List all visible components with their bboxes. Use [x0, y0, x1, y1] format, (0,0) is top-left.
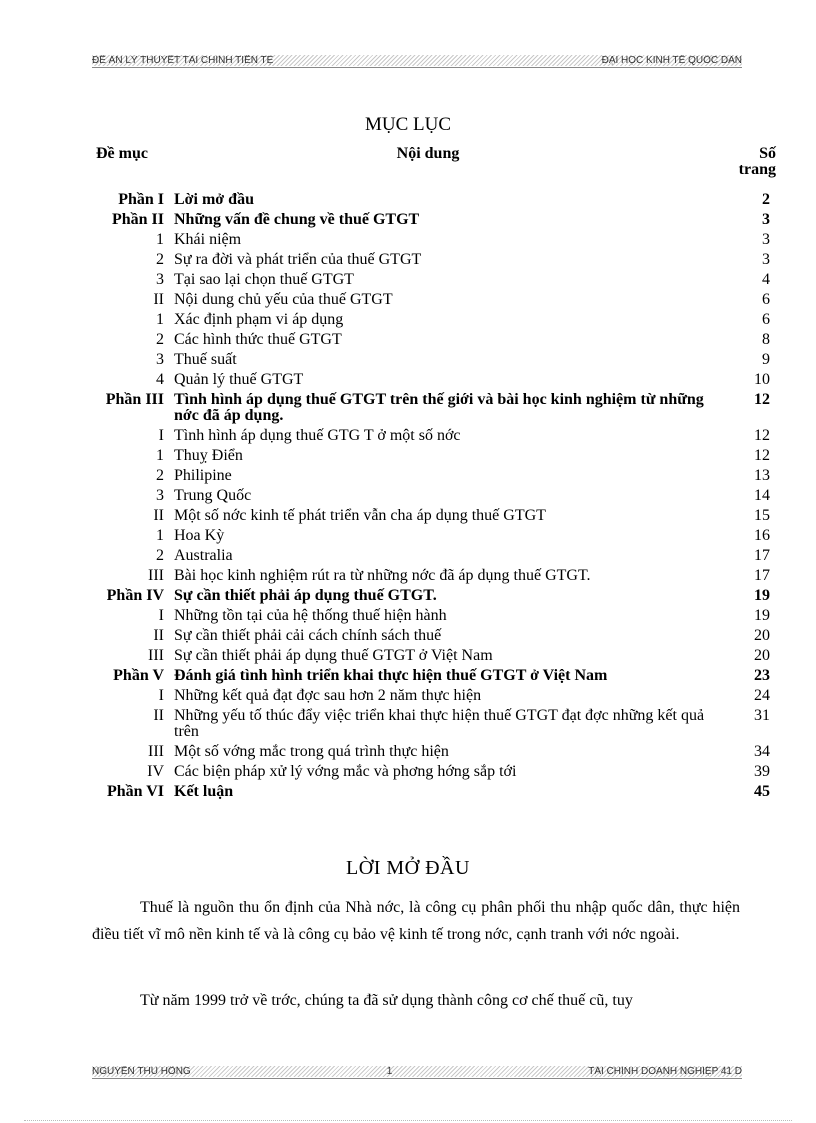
toc-entry-text: Xác định phạm vi áp dụng	[174, 311, 344, 328]
toc-entry-text: Một số vớng mắc trong quá trình thực hiện	[174, 743, 449, 760]
header-left: ĐỀ ÁN LÝ THUYẾT TÀI CHÍNH TIỀN TỆ	[92, 55, 274, 66]
toc-entry-text: Bài học kinh nghiệm rút ra từ những nớc đã áp dụng thuế GTGT.	[174, 567, 591, 584]
toc-entry-text: Lời mở đầu	[174, 191, 254, 208]
toc-row	[90, 646, 782, 666]
toc-row	[90, 370, 782, 390]
toc-row	[90, 546, 782, 566]
toc-section-number: 2	[156, 467, 164, 484]
toc-row	[90, 706, 782, 742]
toc-section-number: III	[148, 647, 164, 664]
toc-section-number: 4	[156, 371, 164, 388]
toc-page-number: 6	[762, 311, 770, 328]
toc-row	[90, 566, 782, 586]
toc-body	[90, 190, 782, 802]
toc-col-content: Nội dung	[396, 145, 460, 162]
page-header	[92, 55, 742, 66]
toc-page-number: 34	[754, 743, 770, 760]
toc-row	[90, 390, 782, 426]
toc-section-number: 2	[156, 331, 164, 348]
toc-section-number: 1	[156, 311, 164, 328]
header-right: ĐẠI HỌC KINH TẾ QUỐC DÂN	[601, 55, 742, 66]
toc-section-number: II	[153, 507, 164, 524]
toc-entry-text: Những tồn tại của hệ thống thuế hiện hành	[174, 607, 447, 624]
toc-entry-text: Các hình thức thuế GTGT	[174, 331, 342, 348]
toc-entry-text: Thuế suất	[174, 351, 237, 368]
toc-entry-text: Hoa Kỳ	[174, 527, 225, 544]
toc-page-number: 31	[754, 707, 770, 724]
toc-page-number: 12	[754, 427, 770, 444]
toc-row	[90, 742, 782, 762]
toc-page-number: 15	[754, 507, 770, 524]
toc-row	[90, 330, 782, 350]
toc-page-number: 17	[754, 567, 770, 584]
toc-section-number: 3	[156, 271, 164, 288]
toc-section-number: Phần II	[111, 211, 164, 228]
toc-row	[90, 666, 782, 686]
toc-row	[90, 486, 782, 506]
toc-row	[90, 586, 782, 606]
toc-entry-text: Tại sao lại chọn thuế GTGT	[174, 271, 354, 288]
toc-row	[90, 230, 782, 250]
toc-row	[90, 250, 782, 270]
toc-entry-text: Nội dung chủ yếu của thuế GTGT	[174, 291, 393, 308]
toc-page-number: 23	[754, 667, 770, 684]
toc-row	[90, 466, 782, 486]
toc-section-number: Phần IV	[106, 587, 164, 604]
toc-entry-text: Sự cần thiết phải cải cách chính sách thuế	[174, 627, 442, 644]
toc-header-row	[90, 146, 782, 190]
toc-section-number: II	[153, 627, 164, 644]
page-edge	[24, 1120, 792, 1121]
toc-page-number: 12	[754, 447, 770, 464]
toc-section-number: Phần I	[118, 191, 164, 208]
toc-entry-text: Sự ra đời và phát triển của thuế GTGT	[174, 251, 422, 268]
toc-page-number: 3	[762, 251, 770, 268]
intro-paragraph-1: Thuế là nguồn thu ổn định của Nhà nớc, là công cụ phân phối thu nhập quốc dân, thực hiện điều tiết vĩ mô nền kinh tế và là công cụ bảo vệ kinh tế trong nớc, cạnh tranh với nớc ngoài.	[92, 899, 740, 943]
toc-page-number: 17	[754, 547, 770, 564]
toc-page-number: 2	[762, 191, 770, 208]
toc-row	[90, 270, 782, 290]
page-footer	[92, 1066, 742, 1077]
toc-page-number: 39	[754, 763, 770, 780]
toc-page-number: 8	[762, 331, 770, 348]
toc-section-number: Phần III	[105, 391, 164, 408]
toc-entry-text: Kết luận	[174, 783, 234, 800]
toc-entry-text: Thuỵ Điển	[174, 447, 243, 464]
toc-entry-text: Tình hình áp dụng thuế GTGT trên thế giới và bài học kinh nghiệm từ những nớc đã áp dụng.	[174, 391, 704, 424]
toc-section-number: 2	[156, 251, 164, 268]
toc-section-number: III	[148, 567, 164, 584]
toc-entry-text: Đánh giá tình hình triển khai thực hiện thuế GTGT ở Việt Nam	[174, 667, 608, 684]
toc-entry-text: Tình hình áp dụng thuế GTG T ở một số nớc	[174, 427, 461, 444]
toc-page-number: 4	[762, 271, 770, 288]
toc-entry-text: Trung Quốc	[174, 487, 252, 504]
table-of-contents	[90, 146, 782, 802]
toc-entry-text: Philipine	[174, 467, 232, 484]
toc-page-number: 20	[754, 627, 770, 644]
toc-entry-text: Khái niệm	[174, 231, 242, 248]
toc-row	[90, 782, 782, 802]
toc-section-number: 1	[156, 447, 164, 464]
toc-section-number: 1	[156, 527, 164, 544]
toc-row	[90, 310, 782, 330]
toc-row	[90, 626, 782, 646]
toc-page-number: 19	[754, 607, 770, 624]
footer-rule	[92, 1078, 742, 1079]
toc-entry-text: Sự cần thiết phải áp dụng thuế GTGT ở Việt Nam	[174, 647, 493, 664]
toc-page-number: 3	[762, 211, 770, 228]
toc-section-number: Phần V	[113, 667, 164, 684]
toc-entry-text: Những vấn đề chung về thuế GTGT	[174, 211, 420, 228]
toc-section-number: II	[153, 707, 164, 724]
toc-section-number: 1	[156, 231, 164, 248]
toc-entry-text: Một số nớc kinh tế phát triển vẫn cha áp dụng thuế GTGT	[174, 507, 546, 524]
toc-section-number: I	[158, 427, 164, 444]
toc-row	[90, 190, 782, 210]
toc-page-number: 16	[754, 527, 770, 544]
toc-page-number: 12	[754, 391, 770, 408]
intro-paragraph-2: Từ năm 1999 trở về trớc, chúng ta đã sử dụng thành công cơ chế thuế cũ, tuy	[140, 992, 633, 1009]
toc-row	[90, 290, 782, 310]
toc-row	[90, 506, 782, 526]
toc-section-number: 3	[156, 487, 164, 504]
toc-row	[90, 526, 782, 546]
footer-left: NGUYỄN THU HỒNG	[92, 1066, 191, 1077]
toc-entry-text: Những kết quả đạt đợc sau hơn 2 năm thực hiện	[174, 687, 482, 704]
toc-section-number: III	[148, 743, 164, 760]
header-rule	[92, 67, 742, 68]
toc-row	[90, 426, 782, 446]
toc-col-section: Đề mục	[96, 145, 148, 162]
toc-row	[90, 686, 782, 706]
toc-title: MỤC LỤC	[364, 114, 452, 135]
toc-section-number: Phần VI	[106, 783, 164, 800]
toc-row	[90, 350, 782, 370]
toc-entry-text: Australia	[174, 547, 233, 564]
toc-section-number: I	[158, 607, 164, 624]
toc-page-number: 14	[754, 487, 770, 504]
footer-right: TÀI CHÍNH DOANH NGHIỆP 41 D	[588, 1066, 742, 1077]
toc-entry-text: Sự cần thiết phải áp dụng thuế GTGT.	[174, 587, 437, 604]
toc-col-page: Số trang	[738, 145, 776, 178]
toc-section-number: I	[158, 687, 164, 704]
toc-page-number: 10	[754, 371, 770, 388]
toc-section-number: II	[153, 291, 164, 308]
toc-row	[90, 606, 782, 626]
toc-section-number: 2	[156, 547, 164, 564]
footer-page-number: 1	[386, 1066, 393, 1077]
toc-page-number: 13	[754, 467, 770, 484]
toc-page-number: 20	[754, 647, 770, 664]
toc-page-number: 9	[762, 351, 770, 368]
toc-entry-text: Quản lý thuế GTGT	[174, 371, 304, 388]
toc-page-number: 19	[754, 587, 770, 604]
toc-section-number: IV	[147, 763, 164, 780]
toc-entry-text: Những yếu tố thúc đẩy việc triển khai thực hiện thuế GTGT đạt đợc những kết quả trên	[174, 707, 705, 740]
toc-entry-text: Các biện pháp xử lý vớng mắc và phơng hớng sắp tới	[174, 763, 517, 780]
toc-row	[90, 210, 782, 230]
intro-title: LỜI MỞ ĐẦU	[346, 857, 470, 879]
toc-page-number: 24	[754, 687, 770, 704]
toc-page-number: 6	[762, 291, 770, 308]
toc-page-number: 3	[762, 231, 770, 248]
toc-page-number: 45	[754, 783, 770, 800]
toc-row	[90, 762, 782, 782]
toc-row	[90, 446, 782, 466]
toc-section-number: 3	[156, 351, 164, 368]
